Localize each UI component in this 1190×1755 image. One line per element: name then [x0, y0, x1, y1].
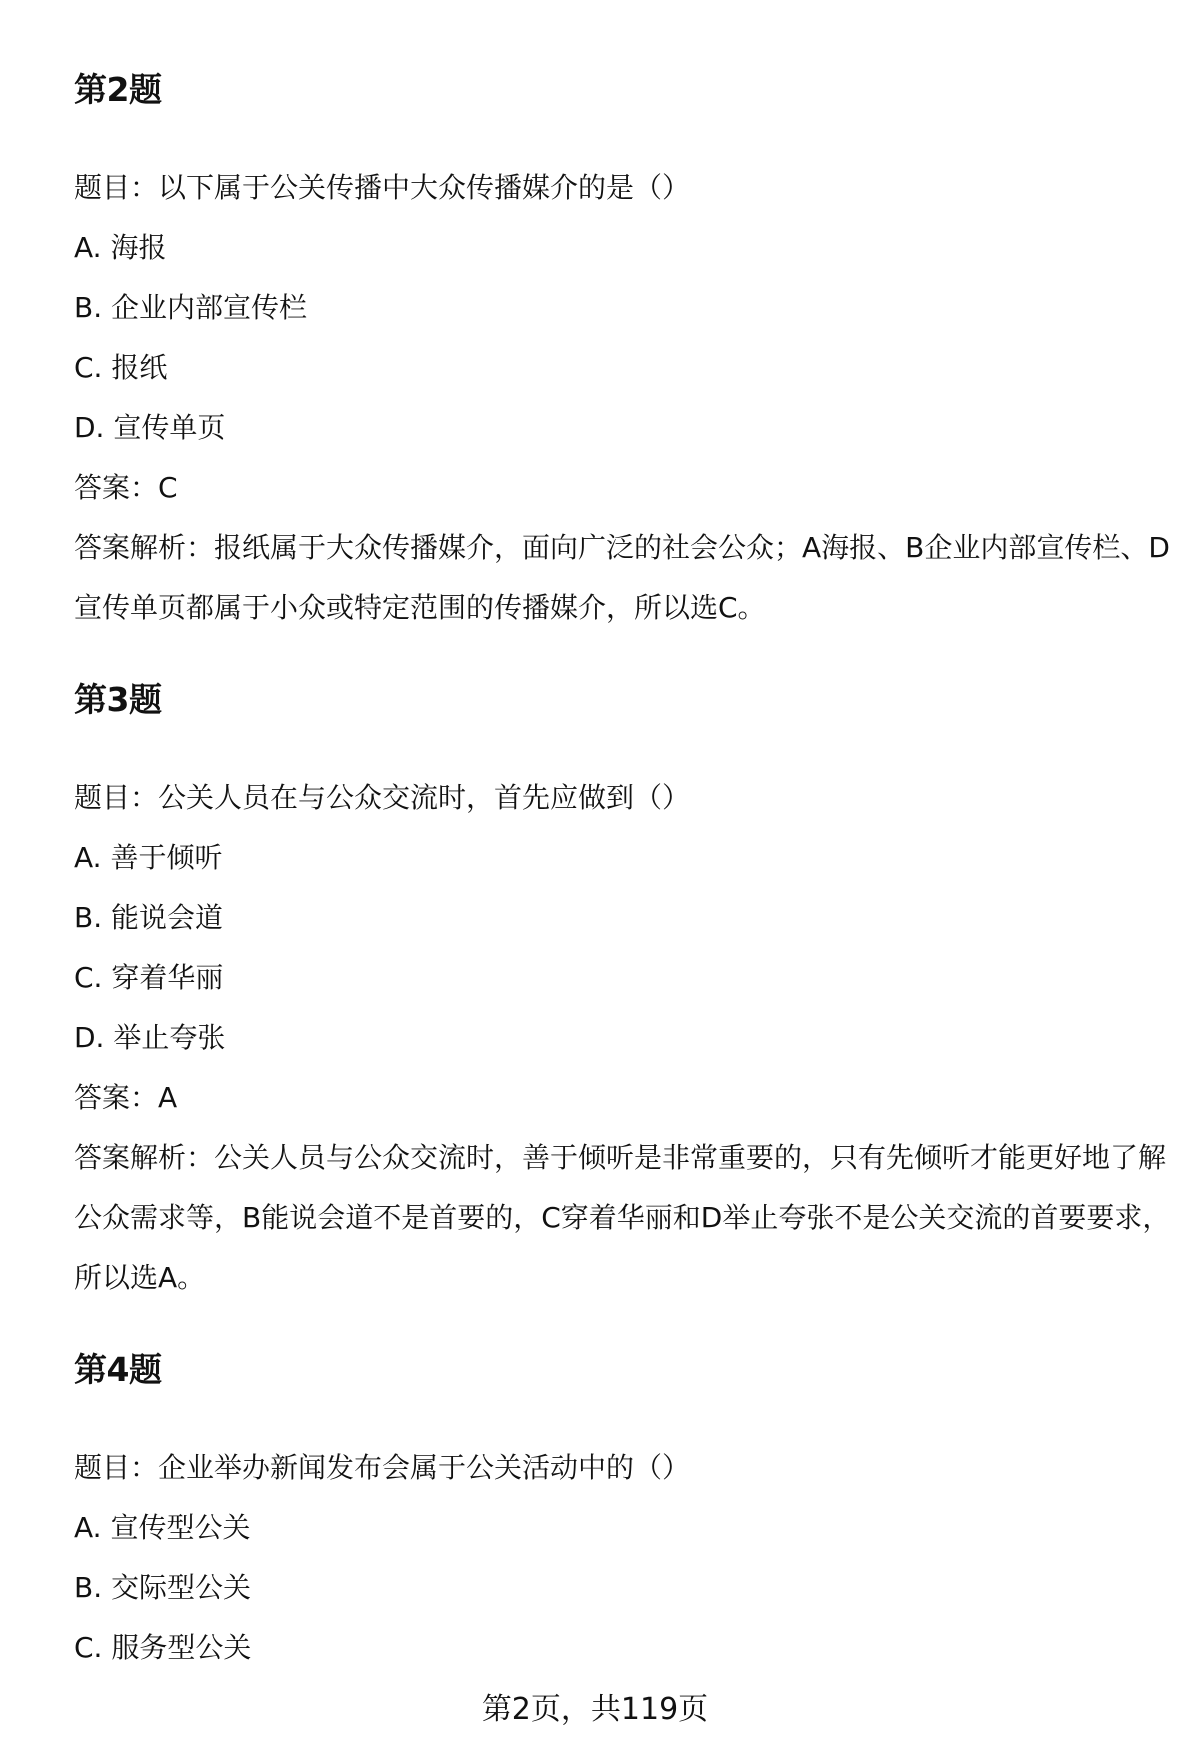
option-b: B. 能说会道 [74, 901, 224, 934]
option-c: C. 穿着华丽 [74, 961, 224, 994]
option-a: A. 善于倾听 [74, 841, 223, 874]
question-title: 第2题 [74, 70, 162, 109]
page-number: 第2页，共119页 [481, 1692, 709, 1727]
option-d: D. 宣传单页 [74, 411, 226, 444]
question-2 [74, 62, 1174, 638]
question-stem: 题目：以下属于公关传播中大众传播媒介的是（） [74, 171, 691, 204]
option-c: C. 服务型公关 [74, 1631, 252, 1664]
question-stem: 题目：公关人员在与公众交流时，首先应做到（） [74, 781, 691, 814]
question-title: 第4题 [74, 1350, 162, 1389]
question-title: 第3题 [74, 680, 162, 719]
option-b: B. 交际型公关 [74, 1571, 252, 1604]
answer: 答案：C [74, 471, 178, 504]
answer-analysis: 答案解析：公关人员与公众交流时，善于倾听是非常重要的，只有先倾听才能更好地了解公众需求等，B能说会道不是首要的，C穿着华丽和D举止夸张不是公关交流的首要要求，所以选A。 [74, 1141, 1171, 1294]
answer-analysis: 答案解析：报纸属于大众传播媒介，面向广泛的社会公众；A海报、B企业内部宣传栏、D宣传单页都属于小众或特定范围的传播媒介，所以选C。 [74, 531, 1170, 624]
question-3 [74, 672, 1174, 1308]
option-a: A. 宣传型公关 [74, 1511, 251, 1544]
question-stem: 题目：企业举办新闻发布会属于公关活动中的（） [74, 1451, 691, 1484]
option-a: A. 海报 [74, 231, 167, 264]
question-list [74, 62, 1174, 1678]
answer: 答案：A [74, 1081, 178, 1114]
option-d: D. 举止夸张 [74, 1021, 226, 1054]
option-c: C. 报纸 [74, 351, 168, 384]
question-4 [74, 1342, 1174, 1678]
option-b: B. 企业内部宣传栏 [74, 291, 308, 324]
